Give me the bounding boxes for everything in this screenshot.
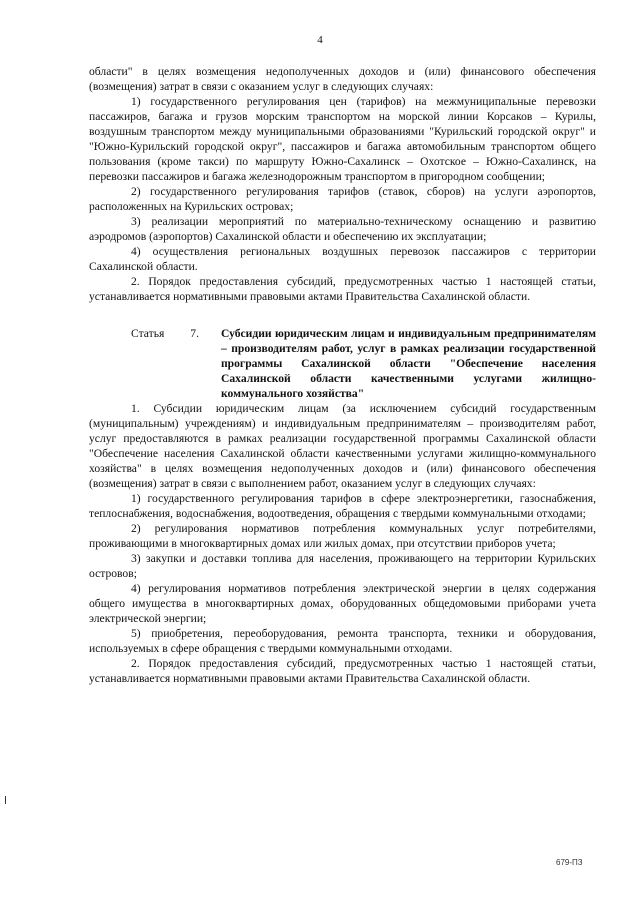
paragraph: 1) государственного регулирования тарифов в сфере электроэнергетики, газоснабжения, теплоснабжения, водоснабжения, водоотведения, обращения с твердыми коммунальными отходами;: [89, 492, 596, 520]
article-word: Статья: [131, 327, 165, 340]
paragraph: 4) регулирования нормативов потребления электрической энергии в целях содержания общего имущества в многоквартирных домах, оборудованных общедомовыми приборами учета электрической энергии;: [89, 582, 596, 625]
paragraph: области" в целях возмещения недополученных доходов и (или) финансового обеспечения (возмещения) затрат в связи с оказанием услуг в следующих случаях:: [89, 65, 596, 93]
paragraphs-top: [89, 64, 596, 304]
paragraph: 3) закупки и доставки топлива для населения, проживающего на территории Курильских островов;: [89, 552, 596, 580]
paragraph: 2) государственного регулирования тарифов (ставок, сборов) на услуги аэропортов, расположенных на Курильских островах;: [89, 185, 596, 213]
document-body: [89, 64, 596, 686]
paragraph: 2. Порядок предоставления субсидий, предусмотренных частью 1 настоящей статьи, устанавливается нормативными правовыми актами Правительства Сахалинской области.: [89, 657, 596, 685]
document-code: 679-ПЗ: [556, 858, 583, 867]
paragraphs-bottom: [89, 401, 596, 686]
paragraph: 2) регулирования нормативов потребления коммунальных услуг потребителями, проживающими в многоквартирных домах или жилых домах, при отсутствии приборов учета;: [89, 522, 596, 550]
paragraph: 4) осуществления региональных воздушных перевозок пассажиров с территории Сахалинской области.: [89, 245, 596, 273]
article-title: Субсидии юридическим лицам и индивидуальным предпринимателям – производителям работ, услуг в рамках реализации государственной программы Сахалинской области "Обеспечение населения Сахалинской области качественными услугами жилищно-коммунального хозяйства": [221, 327, 596, 400]
paragraph: 1. Субсидии юридическим лицам (за исключением субсидий государственным (муниципальным) учреждениям) и индивидуальным предпринимателям – производителям работ, услуг предоставляются в рамках реализации государственной программы Сахалинской области "Обеспечение населения Сахалинской области качественными услугами жилищно-коммунального хозяйства" в целях возмещения недополученных доходов и (или) финансового обеспечения (возмещения) затрат в связи с выполнением работ, оказанием услуг в следующих случаях:: [89, 402, 596, 490]
paragraph: 1) государственного регулирования цен (тарифов) на межмуниципальные перевозки пассажиров, багажа и грузов морским транспортом на морской линии Корсаков – Курилы, воздушным транспортом между муниципальными образованиями "Курильский городской округ" и "Южно-Курильский городской округ", пассажиров и багажа автомобильным транспортом общего пользования (кроме такси) по маршруту Южно-Сахалинск – Охотское – Южно-Сахалинск, на перевозки пассажиров и багажа железнодорожным транспортом в пригородном сообщении;: [89, 95, 596, 183]
paragraph: 5) приобретения, переоборудования, ремонта транспорта, техники и оборудования, используемых в сфере обращения с твердыми коммунальными отходами.: [89, 627, 596, 655]
margin-mark: [5, 796, 8, 804]
page-number: 4: [317, 34, 323, 46]
paragraph: 2. Порядок предоставления субсидий, предусмотренных частью 1 настоящей статьи, устанавливается нормативными правовыми актами Правительства Сахалинской области.: [89, 275, 596, 303]
paragraph: 3) реализации мероприятий по материально-техническому оснащению и развитию аэродромов (аэропортов) Сахалинской области и обеспечению их эксплуатации;: [89, 215, 596, 243]
article-label: [89, 326, 221, 401]
article-number: 7.: [190, 327, 199, 340]
article-heading: [89, 326, 596, 401]
